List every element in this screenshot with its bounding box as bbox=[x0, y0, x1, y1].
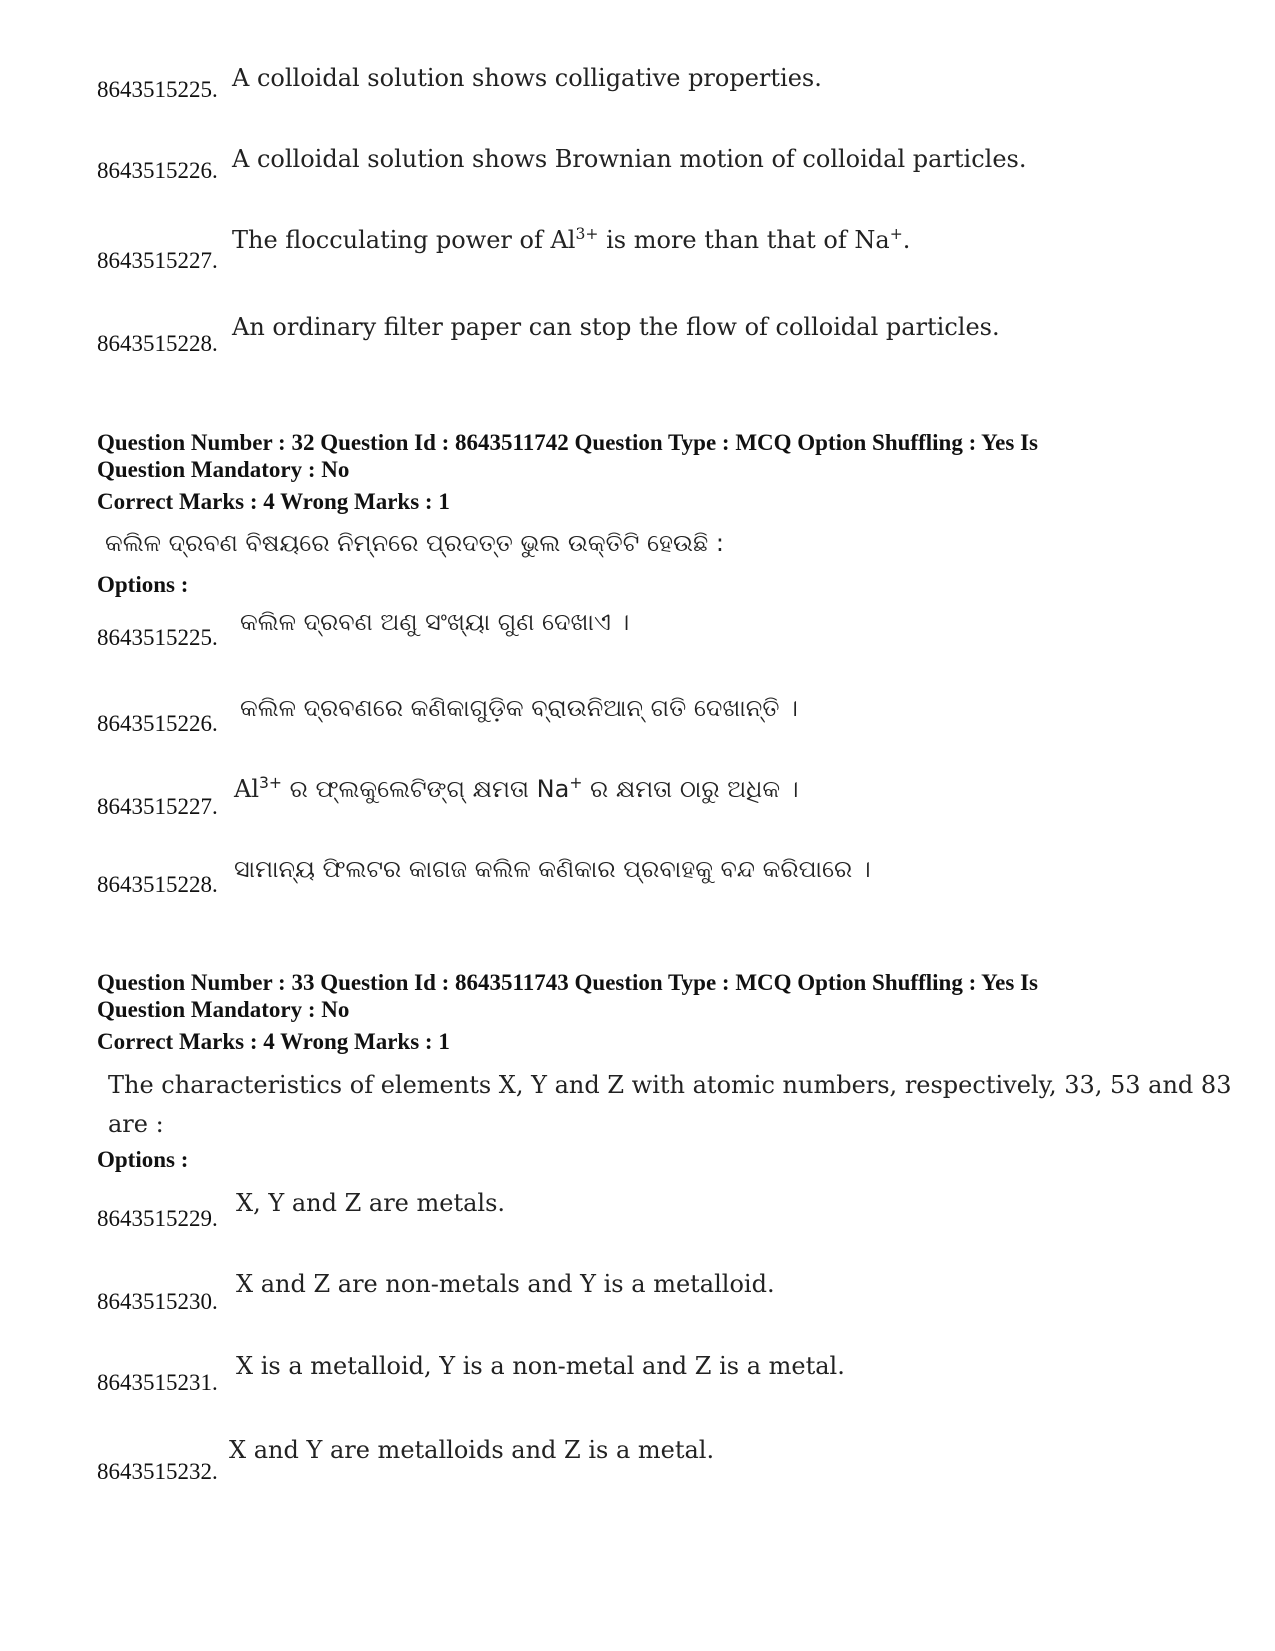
option-id: 8643515229. bbox=[97, 1206, 218, 1231]
option-id: 8643515227. bbox=[97, 794, 218, 819]
option-id: 8643515225. bbox=[97, 625, 218, 650]
option-text: କଲିଳ ଦ୍ରବଣରେ କଣିକାଗୁଡ଼ିକ ବ୍ରାଉନିଆନ୍ ଗତି ଦେଖାନ୍ତି । bbox=[240, 694, 798, 722]
option-text: କଲିଳ ଦ୍ରବଣ ଅଣୁ ସଂଖ୍ୟା ଗୁଣ ଦେଖାଏ । bbox=[240, 608, 630, 636]
question-header-cont: Question Mandatory : No bbox=[97, 457, 350, 482]
question-header: Question Number : 32 Question Id : 8643511742 Question Type : MCQ Option Shuffling : Yes Is bbox=[97, 430, 1038, 455]
question-marks: Correct Marks : 4 Wrong Marks : 1 bbox=[97, 1029, 450, 1054]
question-stem: The characteristics of elements X, Y and Z with atomic numbers, respectively, 33, 53 and 83 bbox=[108, 1071, 1232, 1099]
question-marks: Correct Marks : 4 Wrong Marks : 1 bbox=[97, 489, 450, 514]
options-label: Options : bbox=[97, 572, 189, 597]
option-text: X, Y and Z are metals. bbox=[236, 1189, 506, 1217]
option-text: X and Z are non-metals and Y is a metalloid. bbox=[236, 1270, 775, 1298]
question-header-cont: Question Mandatory : No bbox=[97, 997, 350, 1022]
option-text: ସାମାନ୍ୟ ଫିଲଟର କାଗଜ କଲିଳ କଣିକାର ପ୍ରବାହକୁ ବନ୍ଦ କରିପାରେ । bbox=[234, 855, 871, 883]
option-id: 8643515228. bbox=[97, 872, 218, 897]
option-text: An ordinary filter paper can stop the flow of colloidal particles. bbox=[232, 313, 1000, 341]
option-id: 8643515232. bbox=[97, 1459, 218, 1484]
option-text: X is a metalloid, Y is a non-metal and Z is a metal. bbox=[236, 1352, 845, 1380]
option-id: 8643515228. bbox=[97, 331, 218, 356]
option-text: A colloidal solution shows colligative properties. bbox=[232, 64, 822, 92]
question-stem: କଲିଳ ଦ୍ରବଣ ବିଷୟରେ ନିମ୍ନରେ ପ୍ରଦତ୍ତ ଭୁଲ ଉକ୍ତିଟି ହେଉଛି : bbox=[105, 529, 724, 557]
option-id: 8643515225. bbox=[97, 77, 218, 102]
option-text: The flocculating power of $Al^{3+}$ is more than that of Na+. bbox=[232, 225, 911, 254]
option-id: 8643515227. bbox=[97, 248, 218, 273]
option-id: 8643515226. bbox=[97, 158, 218, 183]
option-id: 8643515226. bbox=[97, 711, 218, 736]
options-label: Options : bbox=[97, 1147, 189, 1172]
question-stem-cont: are : bbox=[108, 1110, 164, 1138]
question-header: Question Number : 33 Question Id : 8643511743 Question Type : MCQ Option Shuffling : Yes Is bbox=[97, 970, 1038, 995]
option-text: A colloidal solution shows Brownian motion of colloidal particles. bbox=[232, 145, 1027, 173]
option-id: 8643515231. bbox=[97, 1370, 218, 1395]
option-text: X and Y are metalloids and Z is a metal. bbox=[229, 1436, 715, 1464]
option-text: $Al^{3+}$ ର ଫ୍ଲକୁଲେଟିଙ୍ଗ୍ କ୍ଷମତା Na+ ର କ୍ଷମତା ଠାରୁ ଅଧିକ । bbox=[234, 774, 799, 803]
option-id: 8643515230. bbox=[97, 1289, 218, 1314]
